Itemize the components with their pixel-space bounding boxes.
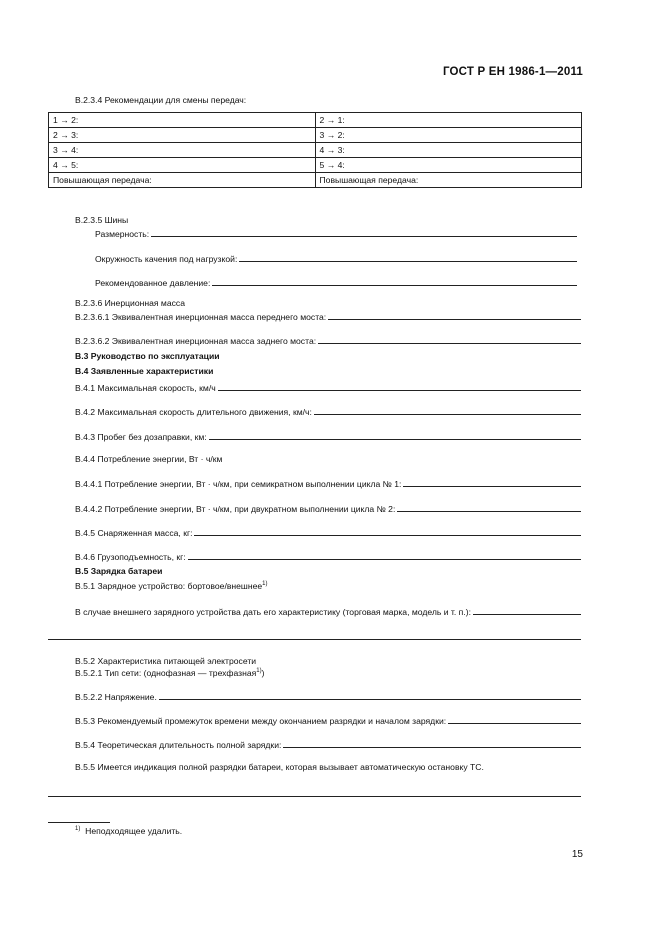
sustained-speed-field[interactable]	[314, 413, 581, 415]
gear-upshift-cell[interactable]: 3 → 4:	[49, 143, 316, 158]
range-field[interactable]	[209, 438, 581, 440]
tire-size-label: Размерность:	[95, 229, 150, 239]
max-speed-label: B.4.1 Максимальная скорость, км/ч	[75, 383, 216, 393]
charge-duration-field[interactable]	[283, 746, 581, 748]
energy-cycle1-label: B.4.4.1 Потребление энергии, Вт · ч/км, при семикратном выполнении цикла № 1:	[75, 479, 402, 489]
max-speed-line	[75, 381, 581, 393]
external-charger-field[interactable]	[473, 613, 581, 615]
gear-downshift-cell[interactable]: Повышающая передача:	[315, 173, 582, 188]
energy-cycle2-label: B.4.4.2 Потребление энергии, Вт · ч/км, при двукратном выполнении цикла № 2:	[75, 504, 396, 514]
gear-upshift-cell[interactable]: 1 → 2:	[49, 113, 316, 128]
gear-upshift-cell[interactable]: Повышающая передача:	[49, 173, 316, 188]
network-type-text	[75, 668, 264, 678]
energy-consumption-title: B.4.4 Потребление энергии, Вт · ч/км	[75, 454, 223, 464]
charge-duration-line	[75, 738, 581, 750]
curb-mass-line	[75, 526, 581, 538]
gear-upshift-cell[interactable]: 4 → 5:	[49, 158, 316, 173]
tire-size-field[interactable]	[151, 235, 577, 237]
section-b4-title: B.4 Заявленные характеристики	[75, 366, 214, 376]
range-label: B.4.3 Пробег без дозаправки, км:	[75, 432, 207, 442]
tire-pressure-line	[95, 276, 577, 288]
rear-axle-mass-field[interactable]	[318, 342, 581, 344]
network-type-close: )	[261, 668, 265, 678]
gear-table-row	[49, 128, 582, 143]
section-b3-title: B.3 Руководство по эксплуатации	[75, 351, 220, 361]
section-b236-title: B.2.3.6 Инерционная масса	[75, 298, 185, 308]
gear-downshift-cell[interactable]: 5 → 4:	[315, 158, 582, 173]
footnote	[75, 826, 182, 836]
footnote-text: Неподходящее удалить.	[85, 826, 183, 836]
energy-cycle2-field[interactable]	[397, 510, 581, 512]
discharge-indicator-text: B.5.5 Имеется индикация полной разрядки батареи, которая вызывает автоматическую остановку ТС.	[75, 762, 484, 772]
front-axle-mass-line	[75, 310, 581, 322]
energy-cycle2-line	[75, 502, 581, 514]
curb-mass-field[interactable]	[194, 534, 581, 536]
tire-circumference-label: Окружность качения под нагрузкой:	[95, 254, 238, 264]
footnote-separator	[48, 822, 110, 823]
gear-downshift-cell[interactable]: 4 → 3:	[315, 143, 582, 158]
voltage-field[interactable]	[159, 698, 581, 700]
page-number: 15	[571, 849, 583, 860]
section-b235-title: B.2.3.5 Шины	[75, 215, 129, 225]
charge-interval-field[interactable]	[448, 722, 581, 724]
external-charger-label: В случае внешнего зарядного устройства дать его характеристику (торговая марка, модель и т. п.):	[75, 607, 471, 617]
external-charger-continuation-field[interactable]	[48, 639, 581, 640]
charger-type-note: 1)	[262, 581, 268, 588]
gear-table-row	[49, 143, 582, 158]
network-type-note: 1)	[256, 668, 262, 675]
charge-interval-line	[75, 714, 581, 726]
section-b5-title: B.5 Зарядка батареи	[75, 566, 163, 576]
voltage-line	[75, 690, 581, 702]
gear-table-row	[49, 173, 582, 188]
external-charger-line	[75, 605, 581, 617]
voltage-label: B.5.2.2 Напряжение.	[75, 692, 157, 702]
discharge-indicator-field[interactable]	[48, 796, 581, 797]
charger-type-label: B.5.1 Зарядное устройство: бортовое/внешнее	[75, 581, 263, 591]
sustained-speed-line	[75, 405, 581, 417]
gear-downshift-cell[interactable]: 2 → 1:	[315, 113, 582, 128]
front-axle-mass-field[interactable]	[328, 318, 581, 320]
payload-line	[75, 550, 581, 562]
gear-upshift-cell[interactable]: 2 → 3:	[49, 128, 316, 143]
tire-pressure-label: Рекомендованное давление:	[95, 278, 211, 288]
tire-size-line	[95, 227, 577, 239]
range-line	[75, 430, 581, 442]
max-speed-field[interactable]	[218, 389, 581, 391]
tire-circumference-field[interactable]	[239, 260, 577, 262]
footnote-mark: 1)	[75, 826, 81, 833]
payload-field[interactable]	[188, 558, 581, 560]
rear-axle-mass-line	[75, 334, 581, 346]
document-code: ГОСТ Р ЕН 1986-1—2011	[442, 66, 583, 78]
network-type-label: B.5.2.1 Тип сети: (однофазная — трехфазная	[75, 668, 257, 678]
rear-axle-mass-label: B.2.3.6.2 Эквивалентная инерционная масса заднего моста:	[75, 336, 317, 346]
tire-circumference-line	[95, 252, 577, 264]
gear-table-row	[49, 158, 582, 173]
curb-mass-label: B.4.5 Снаряженная масса, кг:	[75, 528, 193, 538]
charger-type-text	[75, 581, 267, 591]
gear-table-row	[49, 113, 582, 128]
energy-cycle1-field[interactable]	[403, 485, 581, 487]
charge-interval-label: B.5.3 Рекомендуемый промежуток времени между окончанием разрядки и началом зарядки:	[75, 716, 447, 726]
mains-title: B.5.2 Характеристика питающей электросети	[75, 656, 257, 666]
front-axle-mass-label: B.2.3.6.1 Эквивалентная инерционная масса переднего моста:	[75, 312, 327, 322]
charge-duration-label: B.5.4 Теоретическая длительность полной зарядки:	[75, 740, 282, 750]
payload-label: B.4.6 Грузоподъемность, кг:	[75, 552, 186, 562]
sustained-speed-label: B.4.2 Максимальная скорость длительного движения, км/ч:	[75, 407, 312, 417]
gear-shift-table	[48, 112, 582, 188]
tire-pressure-field[interactable]	[212, 284, 577, 286]
energy-cycle1-line	[75, 477, 581, 489]
section-b234-title: B.2.3.4 Рекомендации для смены передач:	[75, 95, 247, 105]
gear-downshift-cell[interactable]: 3 → 2:	[315, 128, 582, 143]
